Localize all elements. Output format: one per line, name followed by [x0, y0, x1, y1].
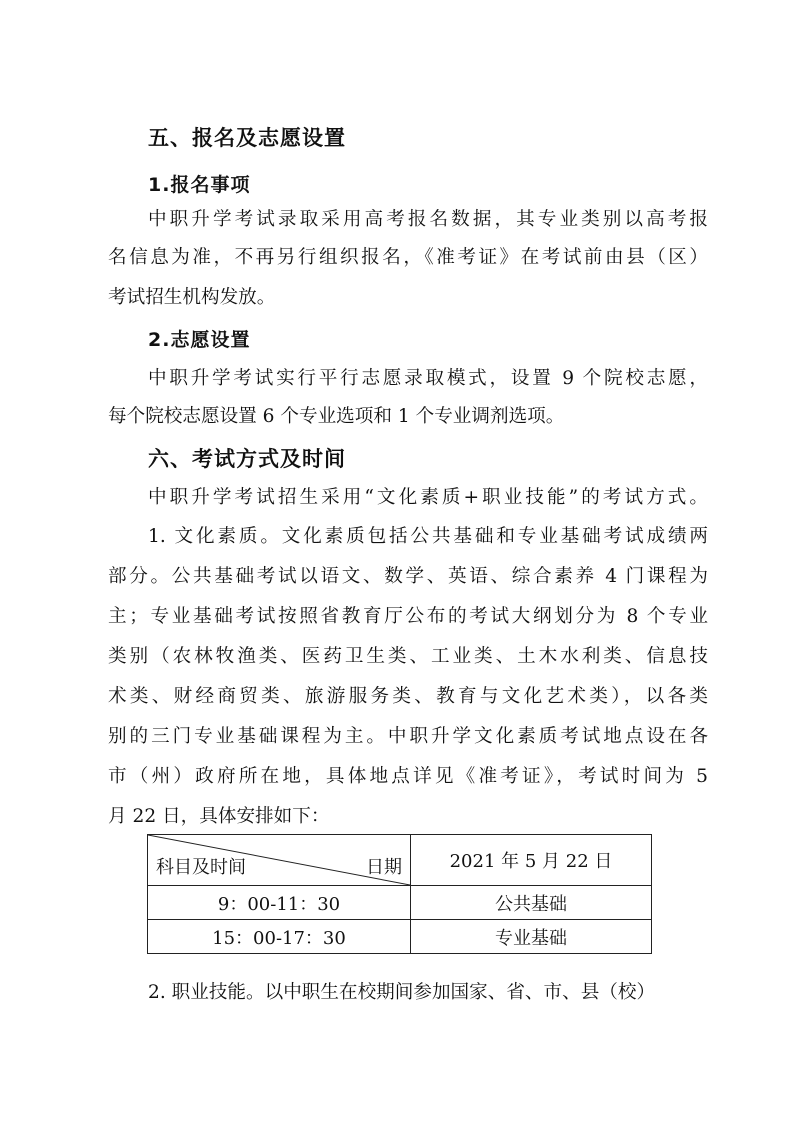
exam-schedule-table [147, 834, 652, 954]
paragraph-line: 中职升学考试录取采用高考报名数据，其专业类别以高考报 [148, 209, 708, 230]
time-cell: 9：00-11：30 [148, 886, 411, 920]
paragraph-line: 2. 职业技能。以中职生在校期间参加国家、省、市、县（校） [148, 982, 656, 1003]
paragraph-line: 市（州）政府所在地，具体地点详见《准考证》，考试时间为 5 [108, 766, 708, 787]
paragraph-line: 每个院校志愿设置 6 个专业选项和 1 个专业调剂选项。 [108, 406, 565, 427]
section-6-heading: 六、考试方式及时间 [148, 447, 346, 471]
subsection-1-heading: 1.报名事项 [148, 174, 251, 196]
paragraph-line: 部分。公共基础考试以语文、数学、英语、综合素养 4 门课程为 [108, 566, 708, 587]
header-subject-time-label: 科目及时间 [156, 857, 246, 878]
paragraph-line: 类别（农林牧渔类、医药卫生类、工业类、土木水利类、信息技 [108, 646, 708, 667]
time-cell: 15：00-17：30 [148, 920, 411, 954]
paragraph-line: 考试招生机构发放。 [108, 287, 276, 308]
diagonal-header-cell [148, 835, 411, 886]
paragraph-line: 名信息为准，不再另行组织报名，《准考证》在考试前由县（区） [108, 247, 708, 268]
paragraph-line: 中职升学考试招生采用“文化素质+职业技能”的考试方式。 [148, 487, 708, 508]
subject-cell: 专业基础 [411, 920, 652, 954]
paragraph-line: 1. 文化素质。文化素质包括公共基础和专业基础考试成绩两 [148, 526, 708, 547]
section-5-heading: 五、报名及志愿设置 [148, 126, 346, 150]
paragraph-line: 月 22 日，具体安排如下： [108, 806, 330, 827]
subject-cell: 公共基础 [411, 886, 652, 920]
header-date-value: 2021 年 5 月 22 日 [411, 835, 652, 886]
table-header-row [148, 835, 652, 886]
paragraph-line: 中职升学考试实行平行志愿录取模式，设置 9 个院校志愿， [148, 368, 708, 389]
table-row [148, 886, 652, 920]
paragraph-line: 别的三门专业基础课程为主。中职升学文化素质考试地点设在各 [108, 726, 708, 747]
header-date-label: 日期 [366, 857, 402, 878]
subsection-2-heading: 2.志愿设置 [148, 329, 251, 351]
paragraph-line: 术类、财经商贸类、旅游服务类、教育与文化艺术类），以各类 [108, 686, 708, 707]
paragraph-line: 主；专业基础考试按照省教育厅公布的考试大纲划分为 8 个专业 [108, 606, 708, 627]
table-row [148, 920, 652, 954]
